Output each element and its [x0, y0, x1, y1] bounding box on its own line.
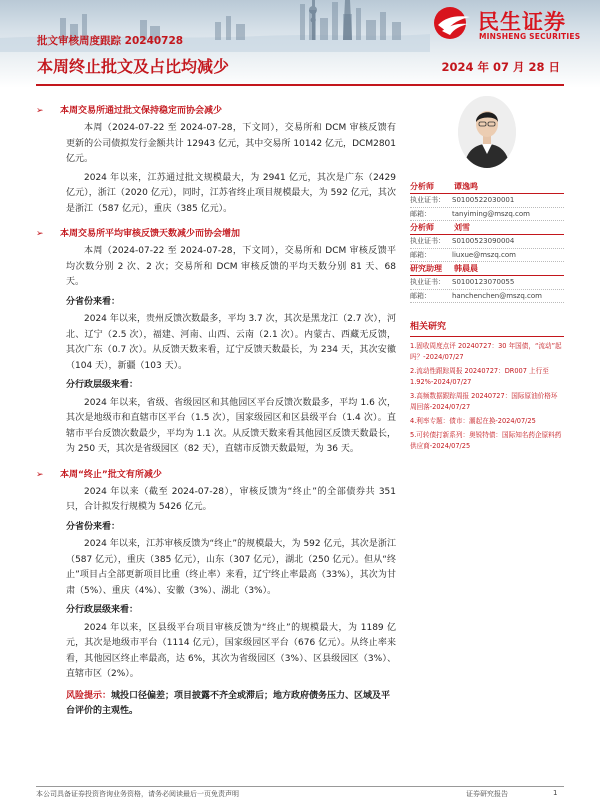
logo-chinese-text: 民生证券	[478, 10, 566, 34]
arrow-bullet-icon: ➢	[36, 229, 44, 239]
report-type: 批文审核周度跟踪 20240728	[37, 35, 184, 47]
report-date: 2024 年 07 月 28 日	[441, 60, 560, 74]
analyst-name: 韩晨晨	[454, 264, 478, 273]
cert-number: S0100522030001	[452, 196, 515, 204]
paragraph: 2024 年以来，贵州反馈次数最多，平均 3.7 次，其次是黑龙江（2.7 次），河北、辽宁（2.5 次），福建、河南、山西、云南（2.1 次）。内蒙古、西藏无反馈，其次广东（0.7 次）。从反馈天数来看，辽宁反馈天数最长，为 234 天，其次安徽（104 天），新疆（103 天）。	[66, 314, 396, 371]
section-heading	[36, 104, 396, 118]
analyst-row	[410, 262, 564, 276]
footer-divider	[36, 786, 564, 787]
section-heading-text: 本周交易所平均审核反馈天数减少而协会增加	[60, 229, 241, 239]
email-row	[410, 290, 564, 304]
sub-heading: 分省份来看：	[66, 521, 121, 532]
analyst-role: 研究助理	[410, 264, 442, 273]
paragraph: 本周（2024-07-22 至 2024-07-28，下文同），交易所和 DCM 审核反馈有更新的公司债拟发行金额共计 12943 亿元，其中交易所 10142 亿元，DCM2801 亿元。	[66, 123, 396, 164]
email-row	[410, 208, 564, 222]
related-research-list	[410, 341, 564, 452]
main-content	[36, 96, 396, 720]
related-research-link[interactable]: 3.高频数据跟踪周报 20240727：国际原油价格环周回落-2024/07/27	[410, 391, 558, 411]
cert-row	[410, 194, 564, 208]
related-research-link[interactable]: 2.流动性跟踪周报 20240727：DR007 上行至 1.92%-2024/07/27	[410, 366, 549, 386]
email-address[interactable]: hanchenchen@mszq.com	[452, 291, 542, 300]
page-title: 本周终止批文及占比均减少	[37, 57, 230, 76]
section-heading	[36, 227, 396, 241]
arrow-bullet-icon: ➢	[36, 469, 44, 480]
analyst-role: 分析师	[410, 223, 434, 232]
analyst-name: 刘雪	[454, 223, 470, 232]
analyst-block	[410, 180, 564, 221]
related-research-link[interactable]: 1.固收周度点评 20240727：30 年国债，“流动”起吗？-2024/07/27	[410, 341, 562, 361]
email-label: 邮箱：	[410, 291, 431, 300]
cert-number: S0100523090004	[452, 237, 515, 245]
cert-number: S0100123070055	[452, 278, 515, 286]
analyst-block	[410, 221, 564, 262]
arrow-bullet-icon: ➢	[36, 106, 44, 116]
minsheng-logo	[432, 5, 592, 45]
risk-text: 城投口径偏差；项目披露不齐全或滞后；地方政府债务压力、区域及平台评价的主观性。	[66, 690, 391, 716]
cert-label: 执业证书：	[410, 237, 445, 245]
section-heading	[36, 468, 396, 482]
sidebar	[410, 96, 564, 455]
header-banner	[0, 0, 600, 88]
footer-label: 证券研究报告	[466, 790, 508, 798]
email-address[interactable]: liuxue@mszq.com	[452, 250, 516, 259]
risk-label: 风险提示：	[66, 690, 112, 701]
related-research-link[interactable]: 5.可转债打新系列：奥锐特债：国际知名药企原料药供应商-2024/07/25	[410, 430, 562, 450]
footer-disclaimer: 本公司具备证券投资咨询业务资格，请务必阅读最后一页免责声明	[36, 790, 239, 798]
paragraph: 2024 年以来，江苏审核反馈为“终止”的规模最大，为 592 亿元，其次是浙江（587 亿元），重庆（385 亿元），山东（307 亿元），湖北（250 亿元）。但从“终止”项目占全部更新项目比重（终止率）来看，辽宁终止率最高（33%），其次为甘肃（5%）、重庆（4%）、安徽（3%）、湖北（3%）。	[66, 539, 396, 596]
person-portrait-icon	[458, 96, 516, 168]
email-label: 邮箱：	[410, 209, 431, 218]
paragraph: 2024 年以来（截至 2024-07-28），审核反馈为“终止”的全部债券共 351 只，合计拟发行规模为 5426 亿元。	[66, 486, 396, 512]
analyst-row	[410, 221, 564, 235]
logo-mark-icon	[432, 5, 474, 41]
analyst-block	[410, 262, 564, 303]
cert-label: 执业证书：	[410, 196, 445, 204]
analyst-photo	[458, 96, 516, 168]
paragraph: 2024 年以来，江苏通过批文规模最大，为 2941 亿元，其次是广东（2429 亿元），浙江（2020 亿元），同时，江苏省终止项目规模最大，为 592 亿元，其次是浙江（587 亿元），重庆（385 亿元）。	[66, 172, 396, 214]
analyst-name: 谭逸鸣	[454, 182, 478, 191]
analyst-row	[410, 180, 564, 194]
logo-english-text: MINSHENG SECURITIES	[479, 32, 581, 41]
sub-heading: 分省份来看：	[66, 296, 121, 307]
section-heading-text: 本周“终止”批文有所减少	[60, 469, 162, 480]
header-divider	[36, 84, 564, 86]
related-research-link[interactable]: 4.利率专题：债市：潮起在换-2024/07/25	[410, 416, 536, 425]
email-row	[410, 249, 564, 263]
paragraph: 本周（2024-07-22 至 2024-07-28，下文同），交易所和 DCM 审核反馈平均次数分别 2 次、2 次；交易所和 DCM 审核反馈的平均天数分别 81 天、68 天。	[66, 246, 396, 287]
paragraph: 2024 年以来，省级、省级园区和其他园区平台反馈次数最多，平均 1.6 次，其次是地级市和直辖市区平台（1.5 次），国家级园区和区县级平台（1.4 次）。直辖市平台反馈次数最少，平均为 1.1 次。从反馈天数来看其他园区反馈天数最长，为 250 天，其次是省级园区（82 天），直辖市反馈天数最短，为 36 天。	[66, 397, 396, 454]
cert-row	[410, 235, 564, 249]
paragraph: 2024 年以来，区县级平台项目审核反馈为“终止”的规模最大，为 1189 亿元，其次是地级市平台（1114 亿元），国家级园区平台（676 亿元）。从终止率来看，其他园区终止率最高，达 6%，其次为省级园区（3%）、区县级园区（3%）、直辖市区（2%）。	[66, 622, 396, 679]
section-heading-text: 本周交易所通过批文保持稳定而协会减少	[60, 106, 223, 116]
email-address[interactable]: tanyiming@mszq.com	[452, 209, 530, 218]
risk-warning	[36, 689, 396, 720]
cert-row	[410, 276, 564, 290]
sub-heading: 分行政层级来看：	[66, 605, 139, 615]
sub-heading: 分行政层级来看：	[66, 380, 139, 390]
page-number: 1	[553, 789, 558, 797]
related-research-heading: 相关研究	[410, 321, 564, 337]
cert-label: 执业证书：	[410, 278, 445, 286]
email-label: 邮箱：	[410, 250, 431, 259]
analyst-role: 分析师	[410, 182, 434, 191]
